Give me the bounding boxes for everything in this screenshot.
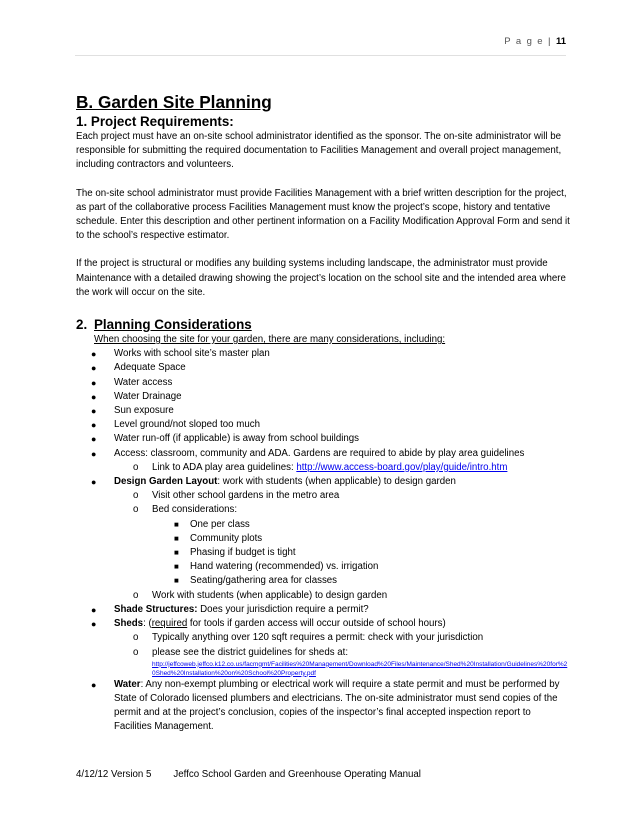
list-item: ● Design Garden Layout: work with students (when applicable) to design garden o Visit other school gardens in the metro area o Bed considerations: ■ One per class ■ Community plots ■ Phasing if budget is tight ■ Hand watering (recommended) vs. irrigation ■ Seating/gathering area for classes o Work with students (when applicable) to design garden bbox=[76, 475, 570, 603]
list-item: ● Sun exposure bbox=[91, 405, 174, 417]
list-item: ● Access: classroom, community and ADA. Gardens are required to abide by play area guidelines o Link to ADA play area guidelines: http://www.access-board.gov/play/guide/intro.htm bbox=[76, 447, 570, 475]
paragraph: Each project must have an on-site school administrator identified as the sponsor. The on-site administrator will be responsible for submitting the required documentation to Facilities Management and overall project management, including contractors and volunteers. bbox=[76, 131, 562, 171]
bed-item: ■ Hand watering (recommended) vs. irrigation bbox=[174, 561, 379, 573]
list-item: ● Water Drainage bbox=[91, 390, 182, 402]
page-header: P a g e | 11 bbox=[504, 36, 566, 47]
paragraph: The on-site school administrator must provide Facilities Management with a brief written description for the project, as part of the collaborative process Facilities Management must know the project’s scope, history and tentative schedule. Enter this description and other pertinent information on a Facility Modification Approval Form and send it to the school’s respective estimator. bbox=[76, 187, 570, 242]
subsection-title: 1. Project Requirements: bbox=[76, 114, 234, 129]
list-item: ● Shade Structures: Does your jurisdiction require a permit? bbox=[91, 603, 369, 615]
paragraph: If the project is structural or modifies any building systems including landscape, the administrator must provide Maintenance with a detailed drawing showing the project’s location on the school site and the intended area where the work will occur on the site. bbox=[76, 258, 566, 298]
bed-item: ■ Seating/gathering area for classes bbox=[174, 575, 338, 587]
ada-guidelines-link[interactable]: http://www.access-board.gov/play/guide/intro.htm bbox=[296, 461, 508, 473]
page-label: P a g e bbox=[504, 36, 544, 47]
list-item: ● Works with school site’s master plan bbox=[91, 348, 270, 360]
list-item: ● Adequate Space bbox=[91, 362, 186, 374]
page-body bbox=[76, 92, 570, 735]
list-item: ● Level ground/not sloped too much bbox=[91, 419, 260, 431]
list-item: ● Water run-off (if applicable) is away from school buildings bbox=[91, 433, 359, 445]
bed-item: ■ Phasing if budget is tight bbox=[174, 547, 296, 559]
page-footer bbox=[76, 769, 421, 780]
page-number: 11 bbox=[555, 36, 566, 47]
sub-list-item: o Typically anything over 120 sqft requires a permit: check with your jurisdiction bbox=[133, 632, 484, 644]
footer-manual-title: Jeffco School Garden and Greenhouse Operating Manual bbox=[173, 769, 421, 780]
sub-list-item: o Bed considerations: ■ One per class ■ Community plots ■ Phasing if budget is tight ■ Hand watering (recommended) vs. irrigation ■ Seating/gathering area for classes bbox=[114, 503, 570, 588]
section-title: B. Garden Site Planning bbox=[76, 92, 272, 112]
footer-version: 4/12/12 Version 5 bbox=[76, 769, 152, 780]
list-item: ● Sheds: (required for tools if garden access will occur outside of school hours) o Typically anything over 120 sqft requires a permit: check with your jurisdiction o please see the district guidelines for sheds at: http://jeffcoweb.jeffco.k12.co.us/facmgmt/Facilities%20Management/Download%20Files/Maintenance/Shed%20Installation/Guidelines%20for%20Shed%20Installation%20on%20School%20Property.pdf bbox=[76, 617, 570, 678]
bed-item: ■ One per class bbox=[174, 518, 250, 530]
sub-list-item: o Link to ADA play area guidelines: http://www.access-board.gov/play/guide/intro.htm bbox=[133, 461, 508, 473]
sub-list-item: o please see the district guidelines for sheds at: http://jeffcoweb.jeffco.k12.co.us/facmgmt/Facilities%20Management/Download%20Files/Maintenance/Shed%20Installation/Guidelines%20for%20Shed%20Installation%20on%20School%20Property.pdf bbox=[114, 646, 570, 678]
list-item: ● Water: Any non-exempt plumbing or electrical work will require a state permit and must be performed by State of Colorado licensed plumbers and electricians. The on-site administrator must send copies of the permit and at the project’s conclusion, copies of the inspector’s final accepted inspection report to Facilities Management. bbox=[91, 678, 560, 733]
bed-item: ■ Community plots bbox=[174, 532, 263, 544]
header-divider bbox=[75, 55, 566, 56]
sub-list-item: o Visit other school gardens in the metro area bbox=[133, 490, 340, 502]
considerations-list bbox=[76, 347, 570, 734]
shed-guidelines-link[interactable]: http://jeffcoweb.jeffco.k12.co.us/facmgmt/Facilities%20Management/Download%20Files/Maintenance/Shed%20Installation/Guidelines%20for%20Shed%20Installation%20on%20School%20Property.pdf bbox=[152, 660, 568, 677]
list-intro: When choosing the site for your garden, there are many considerations, including: bbox=[94, 334, 446, 346]
list-item: ● Water access bbox=[91, 376, 173, 388]
subsection-title: 2. Planning Considerations bbox=[76, 317, 252, 333]
sub-list-item: o Work with students (when applicable) to design garden bbox=[133, 589, 388, 601]
